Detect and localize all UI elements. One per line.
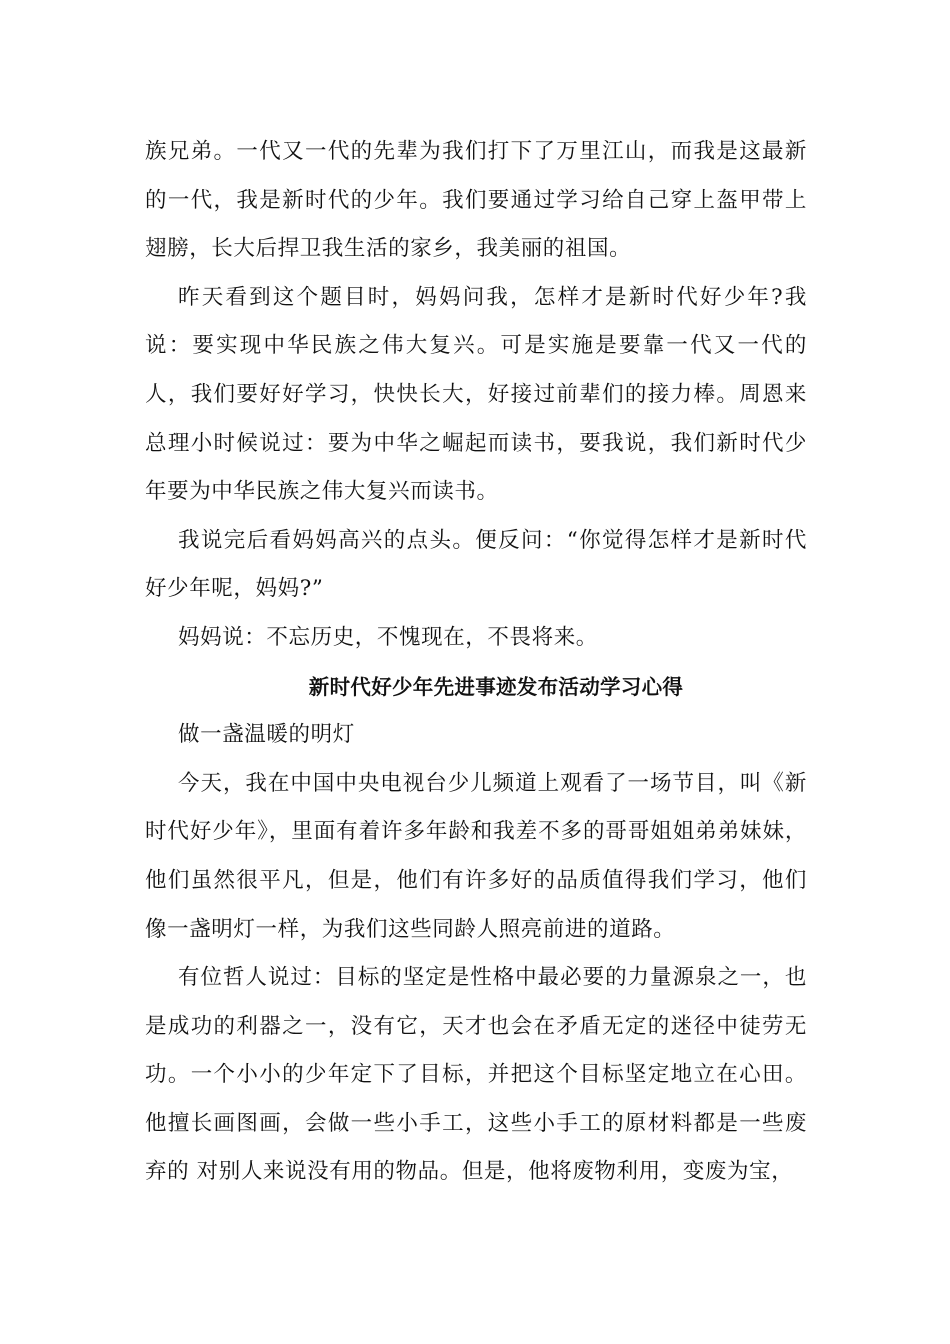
- paragraph-philosopher-quote: 有位哲人说过：目标的坚定是性格中最必要的力量源泉之一，也是成功的利器之一，没有它，天才也会在矛盾无定的迷径中徒劳无功。一个小小的少年定下了目标，并把这个目标坚定地立在心田。他擅长画图画，会做一些小手工，这些小手工的原材料都是一些废弃的 对别人来说没有用的物品。但是，他将废物利用，变废为宝，: [145, 965, 807, 1185]
- paragraph-mother-answer: 妈妈说：不忘历史，不愧现在，不畏将来。: [178, 624, 598, 650]
- paragraph-continued: 族兄弟。一代又一代的先辈为我们打下了万里江山，而我是这最新的一代，我是新时代的少年。我们要通过学习给自己穿上盔甲带上翅膀，长大后捍卫我生活的家乡，我美丽的祖国。: [145, 139, 807, 262]
- paragraph-mother-question: 昨天看到这个题目时，妈妈问我，怎样才是新时代好少年?我说：要实现中华民族之伟大复兴。可是实施是要靠一代又一代的人，我们要好好学习，快快长大，好接过前辈们的接力棒。周恩来总理小时候说过：要为中华之崛起而读书，要我说，我们新时代少年要为中华民族之伟大复兴而读书。: [145, 284, 807, 505]
- document-body: [145, 128, 807, 1197]
- section-heading: 新时代好少年先进事迹发布活动学习心得: [308, 674, 684, 699]
- essay-subtitle: 做一盏温暖的明灯: [178, 722, 355, 748]
- paragraph-tv-program: 今天，我在中国中央电视台少儿频道上观看了一场节目，叫《新时代好少年》，里面有着许多年龄和我差不多的哥哥姐姐弟弟妹妹，他们虽然很平凡，但是，他们有许多好的品质值得我们学习，他们像一盏明灯一样，为我们这些同龄人照亮前进的道路。: [145, 770, 807, 942]
- paragraph-ask-back: 我说完后看妈妈高兴的点头。便反问：“你觉得怎样才是新时代好少年呢，妈妈?”: [145, 527, 807, 602]
